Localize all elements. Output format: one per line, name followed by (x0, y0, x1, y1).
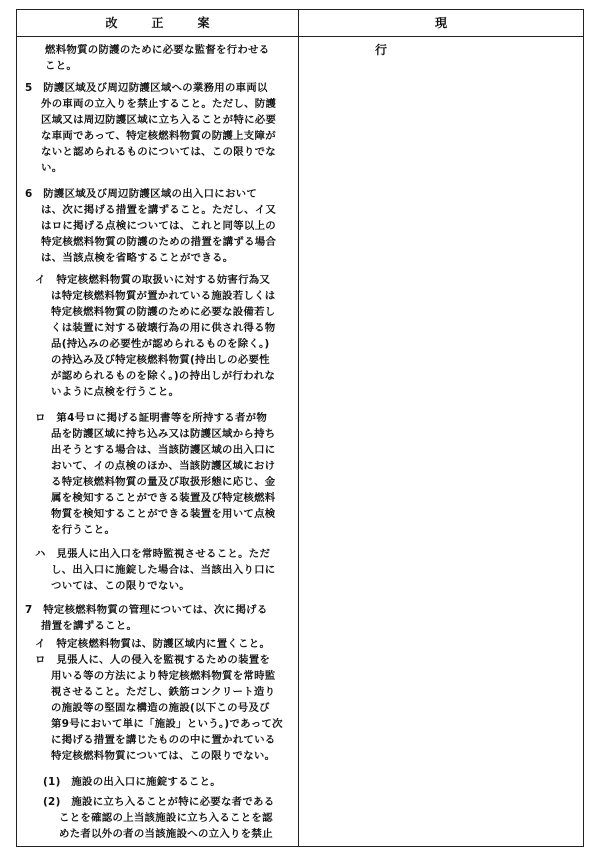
text-line: は特定核燃料物質が置かれている施設若しくは (51, 290, 276, 302)
text-line: くは装置に対する破壊行為の用に供され得る物 (51, 322, 276, 334)
text-line: る特定核燃料物質の量及び取扱形態に応じ、金 (51, 476, 276, 488)
text-line: 品(持込みの必要性が認められるものを除く。) (51, 338, 270, 350)
text-line: に掲げる措置を講じたものの中に置かれている (51, 734, 276, 746)
text-line: 特定核燃料物質については、この限りでない。 (51, 750, 276, 762)
text-line: 物質を検知することができる装置を用いて点検 (51, 508, 276, 520)
text-line: こと。 (45, 60, 78, 72)
text-line: を行うこと。 (51, 524, 116, 536)
text-line: 出そうとする場合は、当該防護区域の出入口に (51, 444, 276, 456)
text-line: は、当該点検を省略することができる。 (41, 252, 234, 264)
text-line: 第9号において単に「施設」という。)であって次 (51, 718, 283, 730)
text-line: い。 (41, 162, 63, 174)
text-line: 属を検知することができる装置及び特定核燃料 (51, 492, 276, 504)
text-line: ハ 見張人に出入口を常時監視させること。ただ (35, 548, 271, 560)
text-line: ことを確認の上当該施設に立ち入ることを認 (59, 812, 273, 824)
text-line: 燃料物質の防護のために必要な監督を行わせる (45, 44, 270, 56)
text-line: 外の車両の立入りを禁止すること。ただし、防護 (41, 98, 277, 110)
text-line: は、次に掲げる措置を講ずること。ただし、イ又 (41, 204, 277, 216)
text-line: (1) 施設の出入口に施錠すること。 (43, 776, 221, 788)
text-line: いように点検を行うこと。 (51, 386, 180, 398)
text-line: 用いる等の方法により特定核燃料物質を常時監 (51, 670, 276, 682)
text-line: ロ 見張人に、人の侵入を監視するための装置を (35, 654, 271, 666)
text-line: な車両であって、特定核燃料物質の防護上支障が (41, 130, 276, 142)
text-line: 6 防護区域及び周辺防護区域の出入口において (25, 188, 258, 200)
column-divider (298, 10, 299, 846)
text-line: の持込み及び特定核燃料物質(持出しの必要性 (51, 354, 270, 366)
text-line: (2) 施設に立ち入ることが特に必要な者である (43, 796, 275, 808)
text-line: めた者以外の者の当該施設への立入りを禁止 (59, 828, 273, 840)
text-line: が認められるものを除く。)の持出しが行われな (51, 370, 276, 382)
header-current: 現行 (374, 16, 567, 57)
text-line: 視させること。ただし、鉄筋コンクリート造り (51, 686, 276, 698)
text-line: イ 特定核燃料物質の取扱いに対する妨害行為又 (35, 274, 271, 286)
text-line: し、出入口に施錠した場合は、当該出入り口に (51, 564, 276, 576)
amendment-comparison-table (16, 9, 584, 847)
text-line: 特定核燃料物質の防護のために必要な設備若し (51, 306, 276, 318)
text-line: おいて、イの点検のほか、当該防護区域におけ (51, 460, 276, 472)
text-line: ついては、この限りでない。 (51, 580, 190, 592)
header-amendment: 改正案 (105, 16, 244, 30)
text-line: 特定核燃料物質の防護のための措置を講ずる場合 (41, 236, 277, 248)
text-line: 措置を講ずること。 (41, 620, 138, 632)
text-line: 5 防護区域及び周辺防護区域への業務用の車両以 (25, 82, 268, 94)
text-line: 7 特定核燃料物質の管理については、次に掲げる (25, 604, 268, 616)
text-line: の施設等の堅固な構造の施設(以下この号及び (51, 702, 270, 714)
text-line: ロ 第4号ロに掲げる証明書等を所持する者が物 (35, 412, 268, 424)
text-line: はロに掲げる点検については、これと同等以上の (41, 220, 276, 232)
text-line: イ 特定核燃料物質は、防護区域内に置くこと。 (35, 638, 271, 650)
text-line: 品を防護区域に持ち込み又は防護区域から持ち (51, 428, 276, 440)
text-line: ないと認められるものについては、この限りでな (41, 146, 276, 158)
text-line: 区域又は周辺防護区域に立ち入ることが特に必要 (41, 114, 277, 126)
